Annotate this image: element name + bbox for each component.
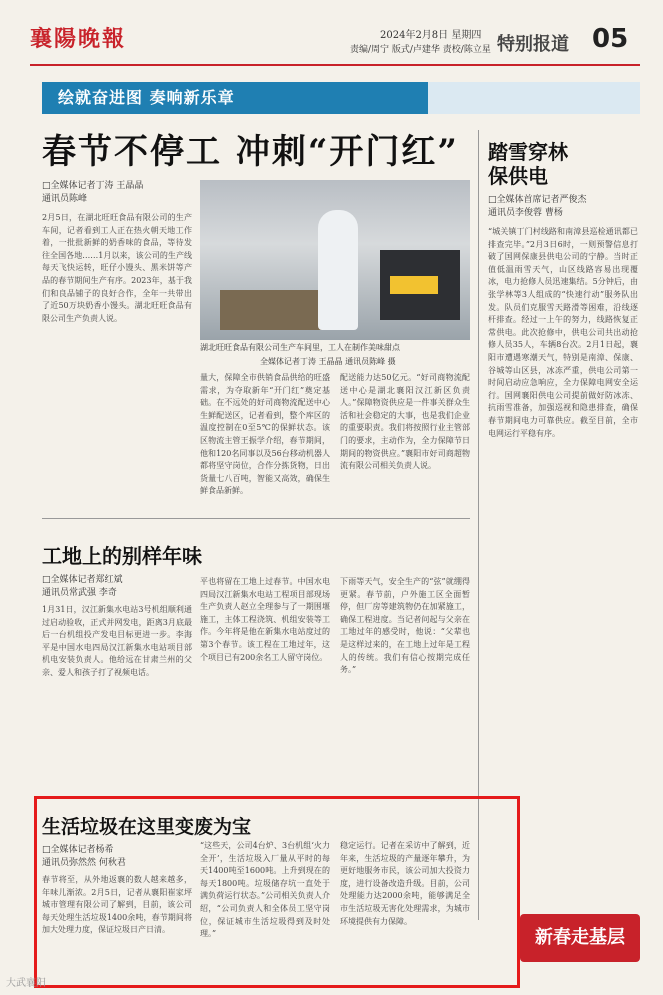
main-body-col1: 2月5日，在湖北旺旺食品有限公司的生产车间，记者看到工人正在热火朝天地工作着，一批批新鲜的奶香味的食品，等待发往全国各地……1月以来，该公司的生产线每天飞快运转，旺仔小馒头、黑米饼等产品的春节期间生产有序。2023年，基于我们和良品铺子的良好合作，全年一共带出了近50万块奶香小馒头。湖北旺旺食品有限公司生产负责人说。 (42, 213, 192, 323)
side-headline: 踏雪穿林 保供电 (488, 140, 568, 188)
issue-date: 2024年2月8日 星期四 (380, 30, 482, 41)
masthead: 襄陽晚報 (30, 26, 127, 52)
section-divider (42, 518, 470, 519)
factory-photo (200, 180, 470, 340)
main-body-col2: 量大，保障全市供销食品供给的旺盛需求，为夺取新年“开门红”奠定基础。在不远处的好司商物流配送中心生鲜配送区，记者看到，整个库区的温度控制在0至5℃的保鲜状态。该区物流主管王振学介绍，春节期间，他和120名同事以及56台移动机器人都将坚守岗位，合作分拣货物，日出货量七八百吨，智能又高效，确保生鲜食品新鲜。 (200, 373, 330, 496)
photo-caption: 湖北旺旺食品有限公司生产车间里，工人在制作美味甜点 (200, 343, 400, 352)
main-headline: 春节不停工 冲刺“开门红” (42, 132, 459, 172)
site-headline: 工地上的别样年味 (42, 544, 202, 568)
site-byline: □全媒体记者郑红斌 通讯员常武强 李奇 (42, 575, 123, 598)
photo-worker (318, 210, 358, 330)
side-byline: □全媒体首席记者严俊杰 通讯员李俊蓉 曹杨 (488, 195, 587, 218)
garbage-body-col1: 春节将至，从外地返襄的数人越来越多，年味儿渐浓。2月5日，记者从襄阳崔家坪城市管理有限公司了解到，目前，该公司每天处理生活垃圾1400余吨，春节期间将加大处理力度，保证垃圾日产日清。 (42, 875, 192, 935)
garbage-headline: 生活垃圾在这里变废为宝 (42, 816, 252, 838)
banner-tail (428, 82, 640, 114)
photo-credit: 全媒体记者丁涛 王晶晶 通讯员陈峰 摄 (260, 357, 396, 366)
editor-credits: 责编/周宁 版式/卢建华 责校/陈立星 (350, 45, 491, 55)
site-body-col2: 平也将留在工地上过春节。中国水电四局汉江新集水电站工程项目部现场生产负责人赵立全理参与了一期围堰施工，主体工程浇筑、机组安装等工作。今年将是他在新集水电站度过的第3个春节。该工程在工地过年，这个项目已有200余名工人留守岗位。 (200, 577, 330, 662)
top-rule (30, 64, 640, 66)
garbage-byline: □全媒体记者杨希 通讯员弥然然 何秋君 (42, 845, 126, 868)
highlight-frame (34, 796, 520, 988)
watermark: 大武襄阳 (6, 978, 46, 989)
garbage-body-col3: 稳定运行。记者在采访中了解到，近年来，生活垃圾的产量逐年攀升，为更好地服务市民，该公司加大投资力度，进行设备改造升级。目前，公司处理能力达2000余吨，能够满足全市生活垃圾无害化处理需求，为城市环境提供有力保障。 (340, 841, 470, 926)
page-number: 05 (592, 24, 629, 54)
main-body-col3: 配送能力达50亿元。“好司商物流配送中心是湖北襄阳汉江新区负责人。”保障物资供应是一件事关群众生活和社会稳定的大事，也是我们企业的重要职责。我们将按照行业主管部门的要求，主动作为，全力保障节日期间的物资供应。”襄阳市好司商超物流有限公司相关负责人说。 (340, 373, 470, 471)
main-byline: □全媒体记者丁涛 王晶晶 通讯员陈峰 (42, 181, 144, 204)
side-body: “城关镇丁门村线路和南漳县巡检通讯都已排查完毕。”2月3日6时，一则预警信息打破了国网保康县供电公司的宁静。当时正值低温雨雪天气，山区线路容易出现覆冰，电力抢修人员迅速集结。5分钟后，由张学林等3人组成的“快速行动”服务队出发。队员们克服雪天路滑等困难，沿线逐杆排查。经过一上午的努力，线路恢复正常供电。此次抢修中，供电公司共出动抢修人员35人，车辆8台次。2月1日起，襄阳市遭遇寒潮天气，特别是南漳、保康、谷城等山区县，冰冻严重，供电公司第一时间启动应急响应，全力保障电网安全运行。国网襄阳供电公司提前做好防冰冻、抗雨雪准备，加强巡视和隐患排查，确保春节期间电力可靠供应。截至目前，全市电网运行平稳有序。 (488, 227, 638, 438)
site-body-col1: 1月31日，汉江新集水电站3号机组顺利通过启动验收，正式并网发电，距离3月底最后一台机组投产发电目标更进一步。李海平是中国水电四局汉江新集水电站项目部机电安装负责人。他给远在甘肃兰州的父亲、爱人和孩子打了视频电话。 (42, 605, 192, 677)
theme-banner: 绘就奋进图 奏响新乐章 (42, 82, 428, 114)
photo-sign (390, 276, 438, 294)
new-year-stamp: 新春走基层 (520, 914, 640, 962)
garbage-body-col2: “这些天，公司4台炉、3台机组‘火力全开’，生活垃圾入厂量从平时的每天1400吨至1600吨。上升到现在的每天1800吨。垃圾储存坑一直处于满负荷运行状态。”公司相关负责人介绍，“公司负责人和全体员工坚守岗位，保证城市生活垃圾得到及时处理。” (200, 841, 330, 939)
site-body-col3: 下雨等天气，安全生产的“弦”就绷得更紧。春节前，户外施工区全面暂停，但厂房等建筑物仍在加紧施工，确保工程进度。当记者问起与父亲在工地过年的感受时，他说：“父辈也是这样过来的，在工地上过年是工程人的传统。我们有信心按期完成任务。” (340, 577, 470, 675)
section-title: 特别报道 (497, 34, 569, 55)
